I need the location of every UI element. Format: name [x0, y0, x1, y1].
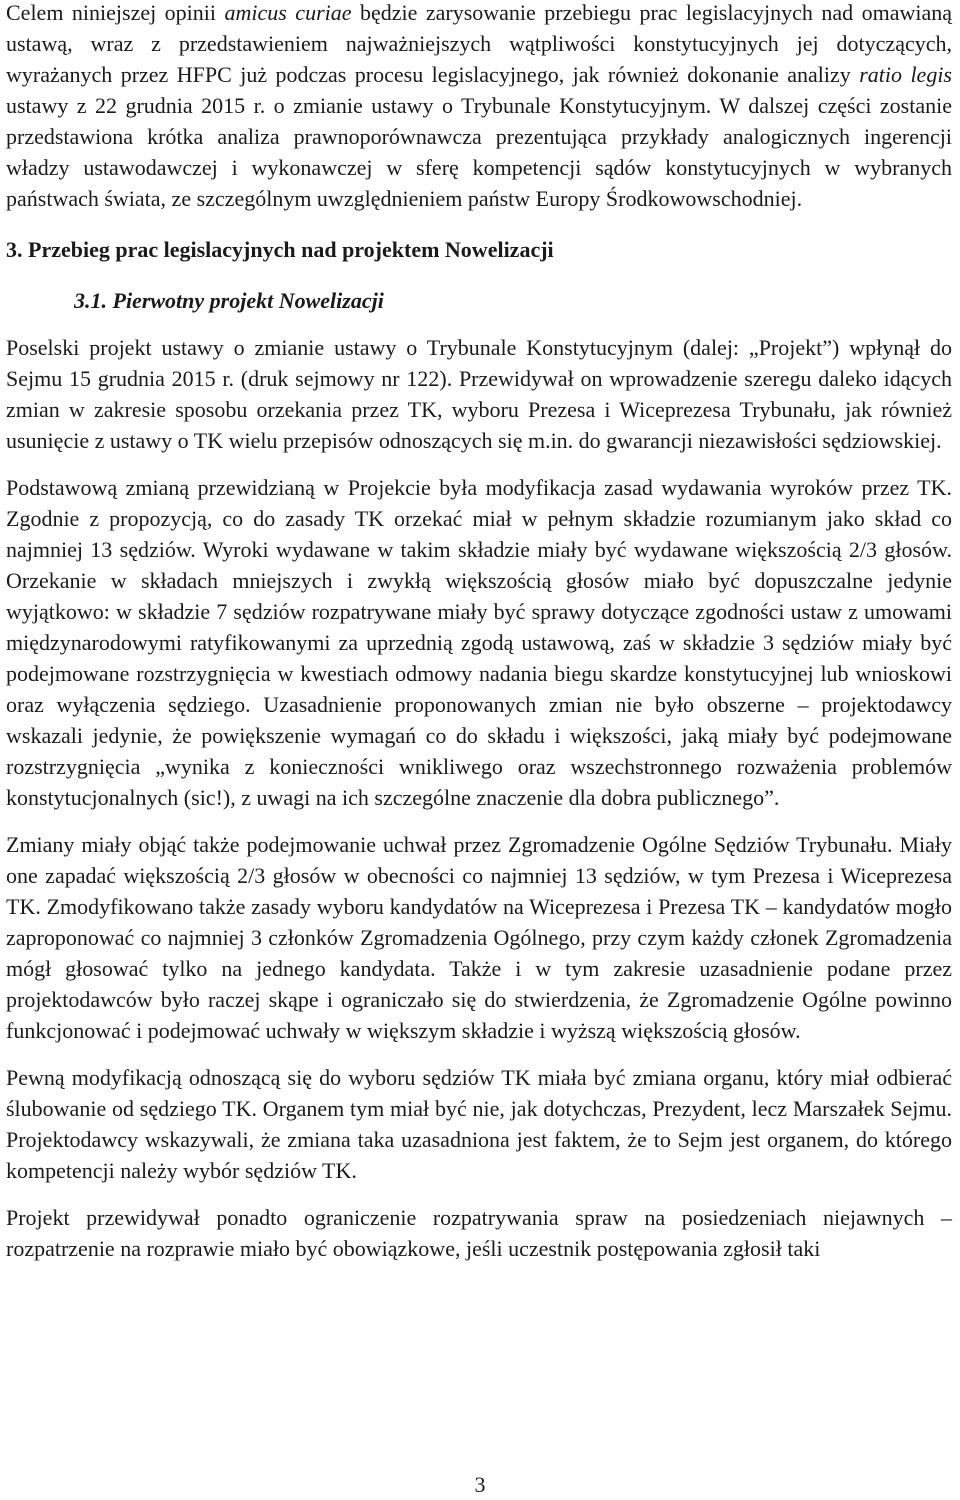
subsection-heading: 3.1. Pierwotny projekt Nowelizacji	[74, 288, 384, 313]
intro-text-3: ustawy z 22 grudnia 2015 r. o zmianie ustawy o Trybunale Konstytucyjnym. W dalszej części zostanie przedstawiona krótka analiza prawnoporównawcza prezentująca przykłady analogicznych ingerencji władzy ustawodawczej i wykonawczej w sferę kompetencji sądów konstytucyjnych w wybranych państwach świata, ze szczególnym uwzględnieniem państw Europy Środkowowschodniej.	[6, 93, 952, 211]
intro-italic-amicus-curiae: amicus curiae	[224, 0, 352, 25]
section-heading: 3. Przebieg prac legislacyjnych nad projektem Nowelizacji	[6, 237, 554, 262]
body-paragraph: Poselski projekt ustawy o zmianie ustawy o Trybunale Konstytucyjnym (dalej: „Projekt”) wpłynął do Sejmu 15 grudnia 2015 r. (druk sejmowy nr 122). Przewidywał on wprowadzenie szeregu daleko idących zmian w zakresie sposobu orzekania przez TK, wyboru Prezesa i Wiceprezesa Trybunału, jak również usunięcie z ustawy o TK wielu przepisów odnoszących się m.in. do gwarancji niezawisłości sędziowskiej.	[6, 335, 952, 453]
page-number: 3	[474, 1472, 486, 1497]
document-page	[6, 0, 952, 1264]
body-paragraph: Pewną modyfikacją odnoszącą się do wyboru sędziów TK miała być zmiana organu, który miał odbierać ślubowanie od sędziego TK. Organem tym miał być nie, jak dotychczas, Prezydent, lecz Marszałek Sejmu. Projektodawcy wskazywali, że zmiana taka uzasadniona jest faktem, że to Sejm jest organem, do którego kompetencji należy wybór sędziów TK.	[6, 1065, 952, 1183]
intro-paragraph	[6, 0, 952, 214]
body-paragraph: Podstawową zmianą przewidzianą w Projekcie była modyfikacja zasad wydawania wyroków przez TK. Zgodnie z propozycją, co do zasady TK orzekać miał w pełnym składzie rozumianym jako skład co najmniej 13 sędziów. Wyroki wydawane w takim składzie miały być wydawane większością 2/3 głosów. Orzekanie w składach mniejszych i zwykłą większością głosów miało być dopuszczalne jedynie wyjątkowo: w składzie 7 sędziów rozpatrywane miały być sprawy dotyczące zgodności ustaw z umowami międzynarodowymi ratyfikowanymi za uprzednią zgodą ustawową, zaś w składzie 3 sędziów miały być podejmowane rozstrzygnięcia w kwestiach odmowy nadania biegu skardze konstytucyjnej lub wnioskowi oraz wyłączenia sędziego. Uzasadnienie proponowanych zmian nie było obszerne – projektodawcy wskazali jedynie, że powiększenie wymagań co do składu i większości, jaką miały być podejmowane rozstrzygnięcia „wynika z konieczności wnikliwego oraz wszechstronnego rozważenia problemów konstytucjonalnych (sic!), z uwagi na ich szczególne znaczenie dla dobra publicznego”.	[6, 475, 952, 810]
intro-text-1: Celem niniejszej opinii	[6, 0, 225, 25]
intro-italic-ratio-legis: ratio legis	[859, 62, 952, 87]
body-paragraph: Projekt przewidywał ponadto ograniczenie rozpatrywania spraw na posiedzeniach niejawnych – rozpatrzenie na rozprawie miało być obowiązkowe, jeśli uczestnik postępowania zgłosił taki	[6, 1205, 952, 1261]
body-paragraph: Zmiany miały objąć także podejmowanie uchwał przez Zgromadzenie Ogólne Sędziów Trybunału. Miały one zapadać większością 2/3 głosów w obecności co najmniej 13 sędziów, w tym Prezesa i Wiceprezesa TK. Zmodyfikowano także zasady wyboru kandydatów na Wiceprezesa i Prezesa TK – kandydatów mogło zaproponować co najmniej 3 członków Zgromadzenia Ogólnego, przy czym każdy członek Zgromadzenia mógł głosować tylko na jednego kandydata. Także i w tym zakresie uzasadnienie podane przez projektodawców było raczej skąpe i ograniczało się do stwierdzenia, że Zgromadzenie Ogólne powinno funkcjonować i podejmować uchwały w większym składzie i wyższą większością głosów.	[6, 832, 952, 1043]
intro-text-2: będzie zarysowanie przebiegu prac legislacyjnych nad omawianą ustawą, wraz z przedstawieniem najważniejszych wątpliwości konstytucyjnych jej dotyczących, wyrażanych przez HFPC już podczas procesu legislacyjnego, jak również dokonanie analizy	[6, 0, 953, 87]
